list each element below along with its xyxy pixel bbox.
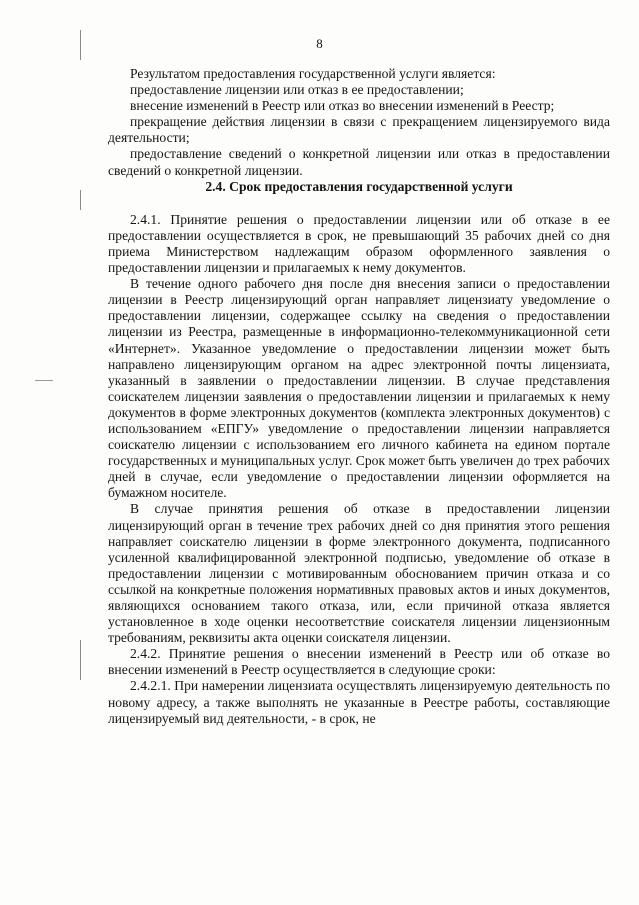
paragraph: Результатом предоставления государственной услуги является: xyxy=(130,66,496,81)
paragraph: прекращение действия лицензии в связи с прекращением лицензируемого вида деятельности; xyxy=(108,114,610,146)
paragraph: 2.4.2.1. При намерении лицензиата осуществлять лицензируемую деятельность по новому адресу, а также выполнять не указанные в Реестре работы, составляющие лицензируемый вид деятельности, - в срок, не xyxy=(108,678,610,726)
section-heading: 2.4. Срок предоставления государственной услуги xyxy=(205,178,513,194)
paragraph: предоставление сведений о конкретной лицензии или отказ в предоставлении сведений о конкретной лицензии. xyxy=(108,146,610,178)
paragraph: предоставление лицензии или отказ в ее предоставлении; xyxy=(130,82,464,98)
scan-margin-mark xyxy=(80,640,81,680)
document-body xyxy=(108,66,610,727)
paragraph: 2.4.2. Принятие решения о внесении изменений в Реестр или об отказе во внесении изменений в Реестр осуществляется в следующие сроки: xyxy=(108,646,610,678)
paragraph: 2.4.1. Принятие решения о предоставлении лицензии или об отказе в ее предоставлении осуществляется в срок, не превышающий 35 рабочих дней со дня приема Министерством надлежащим образом оформленного заявления о предоставлении лицензии и прилагаемых к нему документов. xyxy=(108,211,610,276)
page-number: 8 xyxy=(316,36,323,51)
paragraph: В случае принятия решения об отказе в предоставлении лицензии лицензирующий орган в течение трех рабочих дней со дня принятия этого решения направляет соискателю лицензии в форме электронного документа, подписанного усиленной квалифицированной электронной подписью, уведомление об отказе в предоставлении лицензии с мотивированным обоснованием причин отказа и со ссылкой на конкретные положения нормативных правовых актов и иных документов, являющихся основанием такого отказа, или, если причиной отказа является установленное в ходе оценки несоответствие соискателя лицензии лицензионным требованиям, реквизиты акта оценки соискателя лицензии. xyxy=(108,501,610,646)
spacer xyxy=(108,195,610,212)
paragraph: В течение одного рабочего дня после дня внесения записи о предоставлении лицензии в Реестр лицензирующий орган направляет лицензиату уведомление о предоставлении лицензии, содержащее ссылку на сведения о предоставлении лицензии из Реестра, размещенные в информационно-телекоммуникационной сети «Интернет». Указанное уведомление о предоставлении лицензии может быть направлено лицензирующим органом на адрес электронной почты лицензиата, указанный в заявлении о предоставлении лицензии. В случае представления соискателем лицензии заявления о предоставлении лицензии и прилагаемых к нему документов в форме электронных документов (комплекта электронных документов) с использованием «ЕПГУ» уведомление о предоставлении лицензии направляется соискателю лицензии с использованием его личного кабинета на едином портале государственных и муниципальных услуг. Срок может быть увеличен до трех рабочих дней в случае, если уведомление о предоставлении лицензии оформляется на бумажном носителе. xyxy=(108,276,610,501)
scan-margin-mark xyxy=(35,380,53,381)
scan-margin-mark xyxy=(80,190,81,210)
paragraph: внесение изменений в Реестр или отказ во внесении изменений в Реестр; xyxy=(130,98,555,114)
